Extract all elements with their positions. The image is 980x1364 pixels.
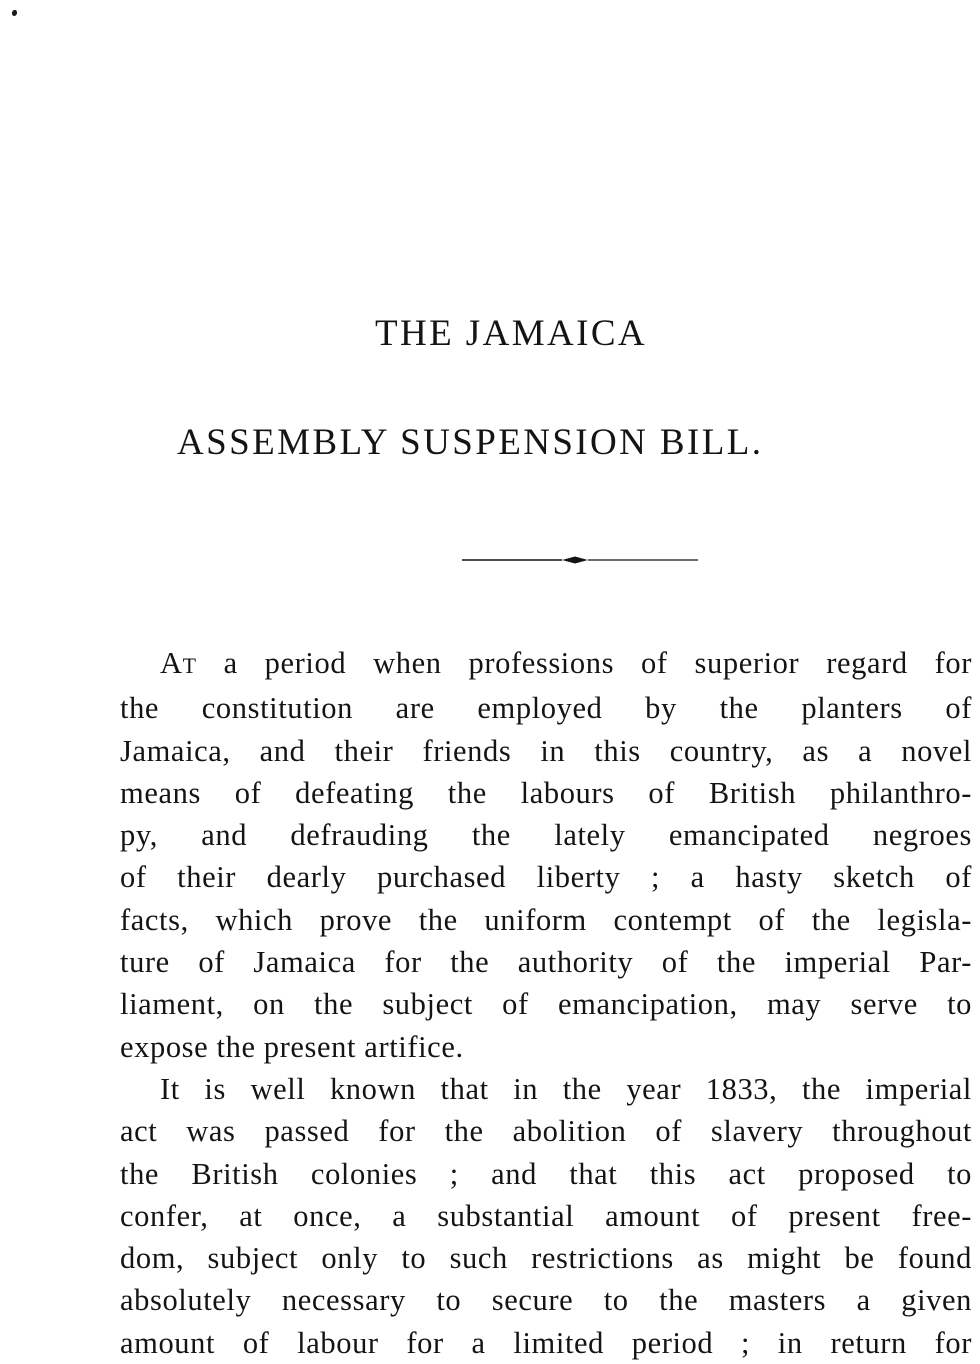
- drop-initial: A: [160, 646, 183, 680]
- paragraph-1-line: of their dearly purchased liberty ; a hasty sketch of: [120, 860, 972, 895]
- paragraph-2-line: confer, at once, a substantial amount of present free-: [120, 1198, 972, 1233]
- paragraph-1-line: means of defeating the labours of British philanthro-: [120, 775, 972, 810]
- paragraph-2-line: absolutely necessary to secure to the masters a given: [120, 1283, 972, 1318]
- paragraph-1-line: [120, 642, 972, 687]
- title-line-2: ASSEMBLY SUSPENSION BILL.: [177, 422, 764, 463]
- paragraph-1-line: py, and defrauding the lately emancipated negroes: [120, 818, 972, 853]
- paragraph-2-line: amount of labour for a limited period ; in return for: [120, 1325, 972, 1360]
- paragraph-1-line: the constitution are employed by the planters of: [120, 691, 972, 726]
- paragraph-1-line: facts, which prove the uniform contempt of the legisla-: [120, 902, 972, 937]
- ornamental-rule: [462, 550, 698, 570]
- paragraph-1-line: ture of Jamaica for the authority of the imperial Par-: [120, 945, 972, 980]
- initial-small-caps: T: [182, 653, 197, 678]
- paragraph-2-line: dom, subject only to such restrictions as might be found: [120, 1241, 972, 1276]
- paragraph-1-text: a period when professions of superior regard for: [196, 646, 972, 680]
- paragraph-1-line: Jamaica, and their friends in this country, as a novel: [120, 733, 972, 768]
- paragraph-2-line: act was passed for the abolition of slavery throughout: [120, 1114, 972, 1149]
- body-text: [120, 642, 972, 1364]
- title-line-1: THE JAMAICA: [375, 313, 648, 354]
- paragraph-2-line: the British colonies ; and that this act proposed to: [120, 1156, 972, 1191]
- paragraph-2-line: It is well known that in the year 1833, the imperial: [160, 1071, 972, 1106]
- paragraph-1-line: liament, on the subject of emancipation, may serve to: [120, 987, 972, 1022]
- diamond-ornament: [562, 557, 588, 564]
- paragraph-1-line: expose the present artifice.: [120, 1029, 464, 1064]
- ink-speck: [12, 10, 17, 16]
